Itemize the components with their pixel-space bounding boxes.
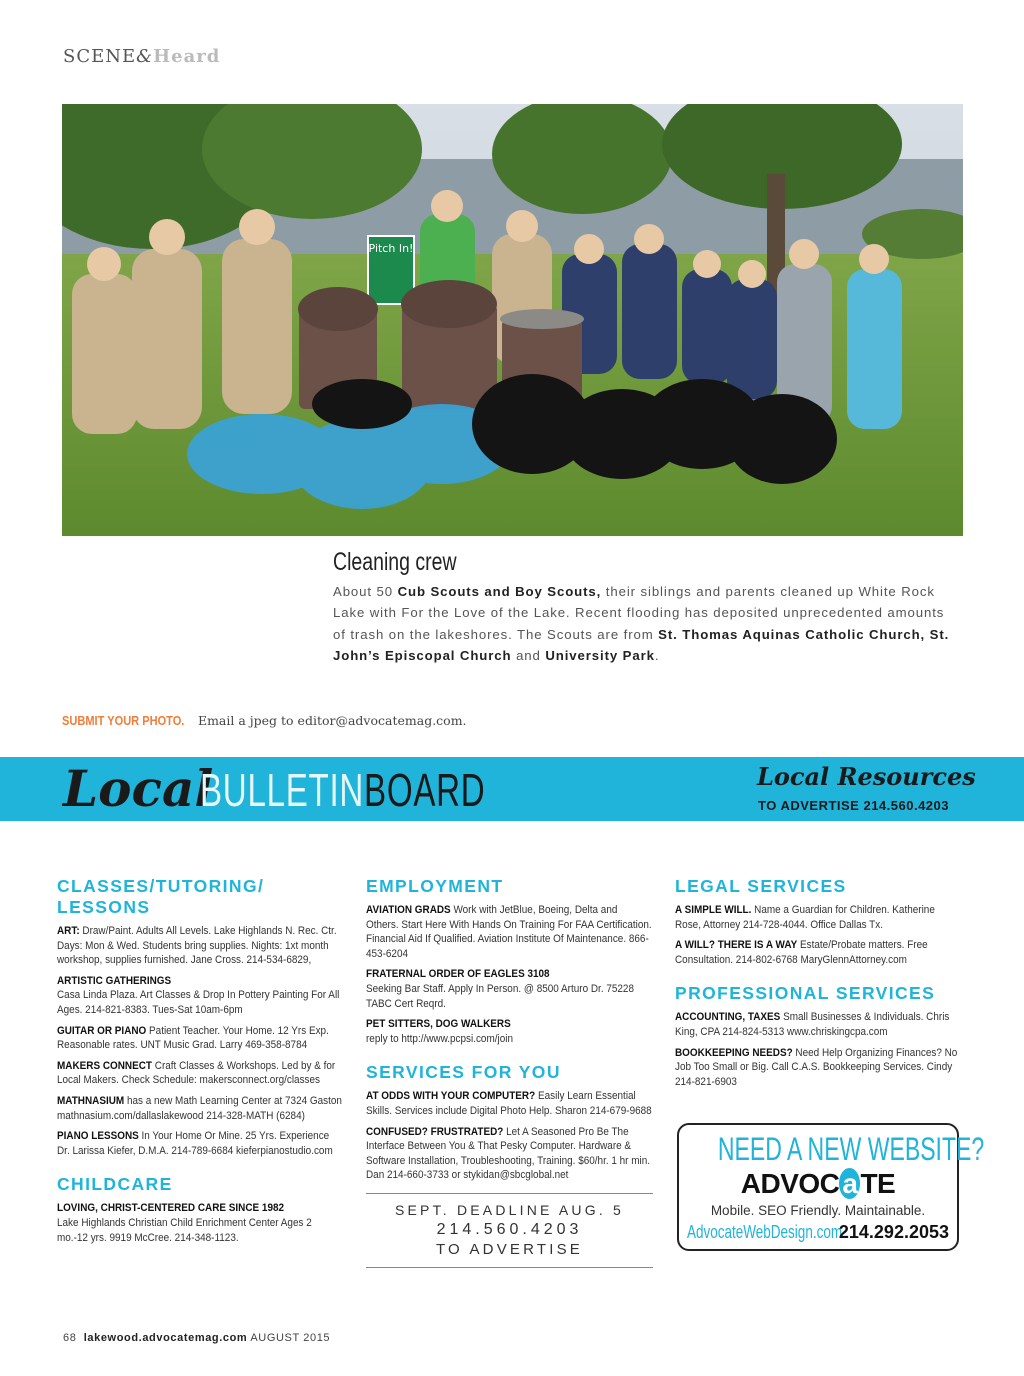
listing-key: AVIATION GRADS <box>366 904 451 916</box>
listing-text: Lake Highlands Christian Child Enrichment Center Ages 2 mo.-12 yrs. 9919 McCree. 214-348-1123. <box>57 1216 312 1244</box>
listing-key: GUITAR OR PIANO <box>57 1024 147 1037</box>
listing-text: Name a Guardian for Children. Katherine Rose, Attorney 214-728-4044. Office Dallas Tx. <box>675 904 935 931</box>
ad-brand-part: TE <box>860 1168 896 1199</box>
listing-key: ARTISTIC GATHERINGS <box>57 974 172 987</box>
listing-text: Small Businesses & Individuals. Chris King, CPA 214-824-5313 www.chriskingcpa.com <box>675 1011 950 1038</box>
page-number: 68 <box>63 1332 77 1344</box>
caption-text: and <box>511 647 546 663</box>
listing-key: LOVING, CHRIST-CENTERED CARE SINCE 1982 <box>57 1202 285 1215</box>
category-heading: LEGAL SERVICES <box>675 876 847 896</box>
column-3 <box>675 876 965 1095</box>
section-label-amp: & <box>136 46 154 67</box>
pitch-in-sign: Pitch In! <box>368 242 414 255</box>
listing-text: Estate/Probate matters. Free Consultation. 214-802-6768 MaryGlennAttorney.com <box>675 939 928 966</box>
listing-key: A WILL? THERE IS A WAY <box>675 939 798 952</box>
category-heading: CHILDCARE <box>57 1174 173 1195</box>
listing-text: In Your Home Or Mine. 25 Yrs. Experience Dr. Larissa Kiefer, D.M.A. 214-789-6684 kieferpianostudio.com <box>57 1130 333 1157</box>
listing-key: MATHNASIUM <box>57 1094 125 1107</box>
listing-key: CONFUSED? FRUSTRATED? <box>366 1125 504 1138</box>
ad-phone: 214.292.2053 <box>838 1222 949 1242</box>
listing <box>675 938 961 967</box>
ad-brand-part: ADVOC <box>740 1168 840 1199</box>
listing-key: ACCOUNTING, TAXES <box>675 1011 781 1024</box>
caption-bold: Cub Scouts and Boy Scouts, <box>397 584 602 599</box>
listing <box>675 1046 961 1090</box>
listing <box>366 1125 652 1183</box>
listing <box>57 1201 343 1245</box>
listing-key: MAKERS CONNECT <box>57 1059 152 1072</box>
column-1 <box>57 876 347 1251</box>
listing-key: PIANO LESSONS <box>57 1130 139 1143</box>
listing-key: BOOKKEEPING NEEDS? <box>675 1046 793 1059</box>
submit-photo-text: Email a jpeg to editor@advocatemag.com. <box>193 713 467 728</box>
deadline-phone: 214.560.4203 <box>436 1221 583 1238</box>
column-2 <box>366 876 656 1189</box>
listing <box>366 903 652 961</box>
listing <box>57 1024 343 1053</box>
category-heading: CLASSES/TUTORING/ LESSONS <box>57 876 265 917</box>
footer-date: AUGUST 2015 <box>247 1332 331 1344</box>
ad-brand-a: a <box>839 1168 860 1199</box>
listing-text: Easily Learn Essential Skills. Services include Digital Photo Help. Sharon 214-679-9688 <box>366 1090 652 1117</box>
listing-text: has a new Math Learning Center at 7324 Gaston mathnasium.com/dallaslakewood 214-328-MATH (6284) <box>57 1094 342 1122</box>
listing <box>366 1089 652 1118</box>
deadline-box <box>366 1193 653 1268</box>
caption-bold: University Park <box>545 647 655 663</box>
listing <box>675 1010 961 1039</box>
caption-text: their siblings and parents cleaned up White Rock Lake with For the Love of the Lake. Recent flooding has deposited unprecedented amounts of trash on the lakeshores. The Scouts are from <box>333 584 945 642</box>
listing-text: Craft Classes & Workshops. Led by & for Local Makers. Check Schedule: makersconnect.org/classes <box>57 1059 336 1087</box>
banner-advertise: TO ADVERTISE 214.560.4203 <box>758 798 949 813</box>
listing <box>57 924 343 968</box>
caption-body <box>333 581 953 666</box>
listing-key: PET SITTERS, DOG WALKERS <box>366 1018 511 1031</box>
listing-key: A SIMPLE WILL. <box>675 904 752 916</box>
listing <box>57 1129 343 1158</box>
ad-brand-logo <box>679 1169 957 1199</box>
banner-local: Local <box>63 759 214 818</box>
banner-local-resources: Local Resources <box>757 762 976 791</box>
listing <box>366 967 652 1011</box>
banner-bulletinboard <box>200 765 485 815</box>
page-footer <box>63 1332 330 1344</box>
submit-photo-line <box>62 713 467 728</box>
listing <box>57 974 343 1018</box>
listing-text: Patient Teacher. Your Home. 12 Yrs Exp. Reasonable rates. UNT Music Grad. Larry 469-358-8784 <box>57 1024 329 1052</box>
listing-text: Casa Linda Plaza. Art Classes & Drop In Pottery Painting For All Ages. 214-821-8383. Tues-Sat 10am-6pm <box>57 989 340 1016</box>
caption-text: About 50 <box>333 584 398 599</box>
listing <box>675 903 961 932</box>
category-heading: EMPLOYMENT <box>366 876 504 896</box>
listing-text: reply to http://www.pcpsi.com/join <box>366 1032 513 1045</box>
category-heading: PROFESSIONAL SERVICES <box>675 983 936 1004</box>
ad-headline: NEED A NEW WEBSITE? <box>717 1131 985 1167</box>
listing-key: ART: <box>57 925 80 937</box>
listing-text: Work with JetBlue, Boeing, Delta and Others. Start Here With Hands On Training For FAA Certification. Financial Aid If Qualified. Aviation Institute Of Maintenance. 866-453-6204 <box>366 904 652 960</box>
section-label <box>63 46 220 67</box>
listing-key: AT ODDS WITH YOUR COMPUTER? <box>366 1090 536 1103</box>
listing-text: Seeking Bar Staff. Apply In Person. @ 8500 Arturo Dr. 75228 TABC Cert Reqrd. <box>366 982 635 1010</box>
submit-photo-label: SUBMIT YOUR PHOTO. <box>62 713 185 728</box>
deadline-date: SEPT. DEADLINE AUG. 5 <box>394 1202 625 1218</box>
listing-text: Need Help Organizing Finances? No Job Too Small or Big. Call C.A.S. Bookkeeping Services. Cindy 214-821-6903 <box>675 1046 958 1088</box>
listing <box>366 1017 652 1046</box>
listing <box>57 1059 343 1088</box>
cleanup-photo <box>62 104 963 536</box>
banner-bulletin: BULLETIN <box>200 764 365 816</box>
caption-text: . <box>654 647 660 663</box>
category-heading: SERVICES FOR YOU <box>366 1062 561 1083</box>
listing-key: FRATERNAL ORDER OF EAGLES 3108 <box>366 968 550 981</box>
listing-text: Let A Seasoned Pro Be The Interface Between You & That Pesky Computer. Hardware & Software Installation, Troubleshooting, Training. $60/hr. 1 hr min. Dan 214-660-3733 or stykidan@sbcglobal.net <box>366 1125 651 1182</box>
listing <box>57 1094 343 1123</box>
ad-url: AdvocateWebDesign.com <box>687 1222 843 1242</box>
deadline-advertise: TO ADVERTISE <box>435 1241 584 1258</box>
ad-tagline: Mobile. SEO Friendly. Maintainable. <box>710 1203 926 1218</box>
listing-text: Draw/Paint. Adults All Levels. Lake Highlands N. Rec. Ctr. Days: Mon & Wed. Students bring supplies. Nights: 1xt month workshop, supplies furnished. Jane Cross. 214-534-6829, <box>57 925 337 967</box>
caption-bold: St. Thomas Aquinas Catholic Church, St. John’s Episcopal Church <box>333 626 950 663</box>
caption-title: Cleaning crew <box>333 548 457 576</box>
section-label-heard: Heard <box>153 46 221 67</box>
website-ad <box>677 1123 985 1251</box>
footer-site: lakewood.advocatemag.com <box>83 1332 248 1344</box>
section-label-scene: SCENE <box>63 46 137 67</box>
banner-board: BOARD <box>364 764 486 816</box>
